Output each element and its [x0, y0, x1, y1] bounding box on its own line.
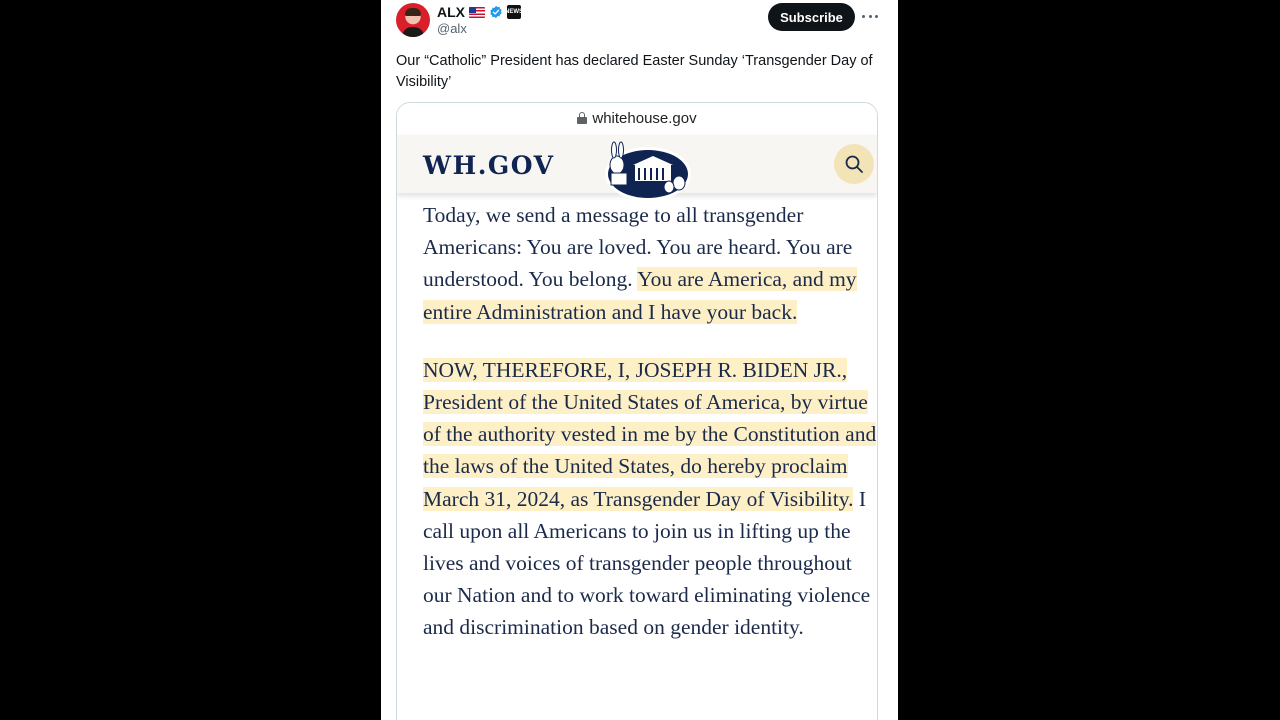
search-icon[interactable] — [834, 144, 874, 184]
site-logo: WH.GOV — [423, 151, 555, 180]
paragraph-1-plain: Today, we send a message to all transgender Americans: You are loved. You are heard. You are understood. You belong. — [423, 203, 853, 292]
avatar-hair — [405, 8, 421, 16]
author-name-row — [437, 3, 521, 21]
paragraph-1-highlight: You are America, and my entire Administration and I have your back. — [423, 267, 857, 324]
affiliate-badge-icon[interactable]: NEWS — [507, 5, 521, 19]
browser-url-bar — [397, 103, 877, 133]
author-handle[interactable]: @alx — [437, 21, 467, 36]
tweet-card — [381, 0, 898, 720]
paragraph-2-plain: I call upon all Americans to join us in lifting up the lives and voices of transgender people throughout our Nation and to work toward eliminating violence and discrimination based on gender identity. — [423, 486, 871, 640]
verified-check-icon — [489, 5, 503, 19]
dot — [869, 15, 872, 18]
site-header — [397, 135, 877, 193]
white-house-easter-bunny-emblem — [603, 139, 693, 201]
paragraph-2 — [423, 354, 878, 644]
avatar[interactable] — [396, 3, 430, 37]
dot — [862, 15, 865, 18]
us-flag-icon — [469, 7, 485, 18]
paragraph-2-highlight: NOW, THEREFORE, I, JOSEPH R. BIDEN JR., President of the United States of America, by virtue of the authority vested in me by the Constitution and the laws of the United States, do hereby proclaim March 31, 2024, as Transgender Day of Visibility. — [423, 357, 877, 511]
subscribe-button[interactable]: Subscribe — [768, 3, 855, 31]
url-text: whitehouse.gov — [592, 109, 697, 127]
tweet-media-screenshot[interactable] — [396, 102, 878, 720]
more-dots-icon[interactable] — [862, 8, 878, 24]
author-display-name[interactable]: ALX — [437, 4, 465, 20]
lock-icon — [577, 112, 587, 124]
proclamation-text — [423, 199, 878, 670]
paragraph-1 — [423, 199, 878, 328]
tweet-text: Our “Catholic” President has declared Easter Sunday ‘Transgender Day of Visibility’ — [396, 53, 873, 90]
dot — [875, 15, 878, 18]
magnifier-glyph — [844, 154, 864, 174]
avatar-shirt — [402, 27, 424, 37]
